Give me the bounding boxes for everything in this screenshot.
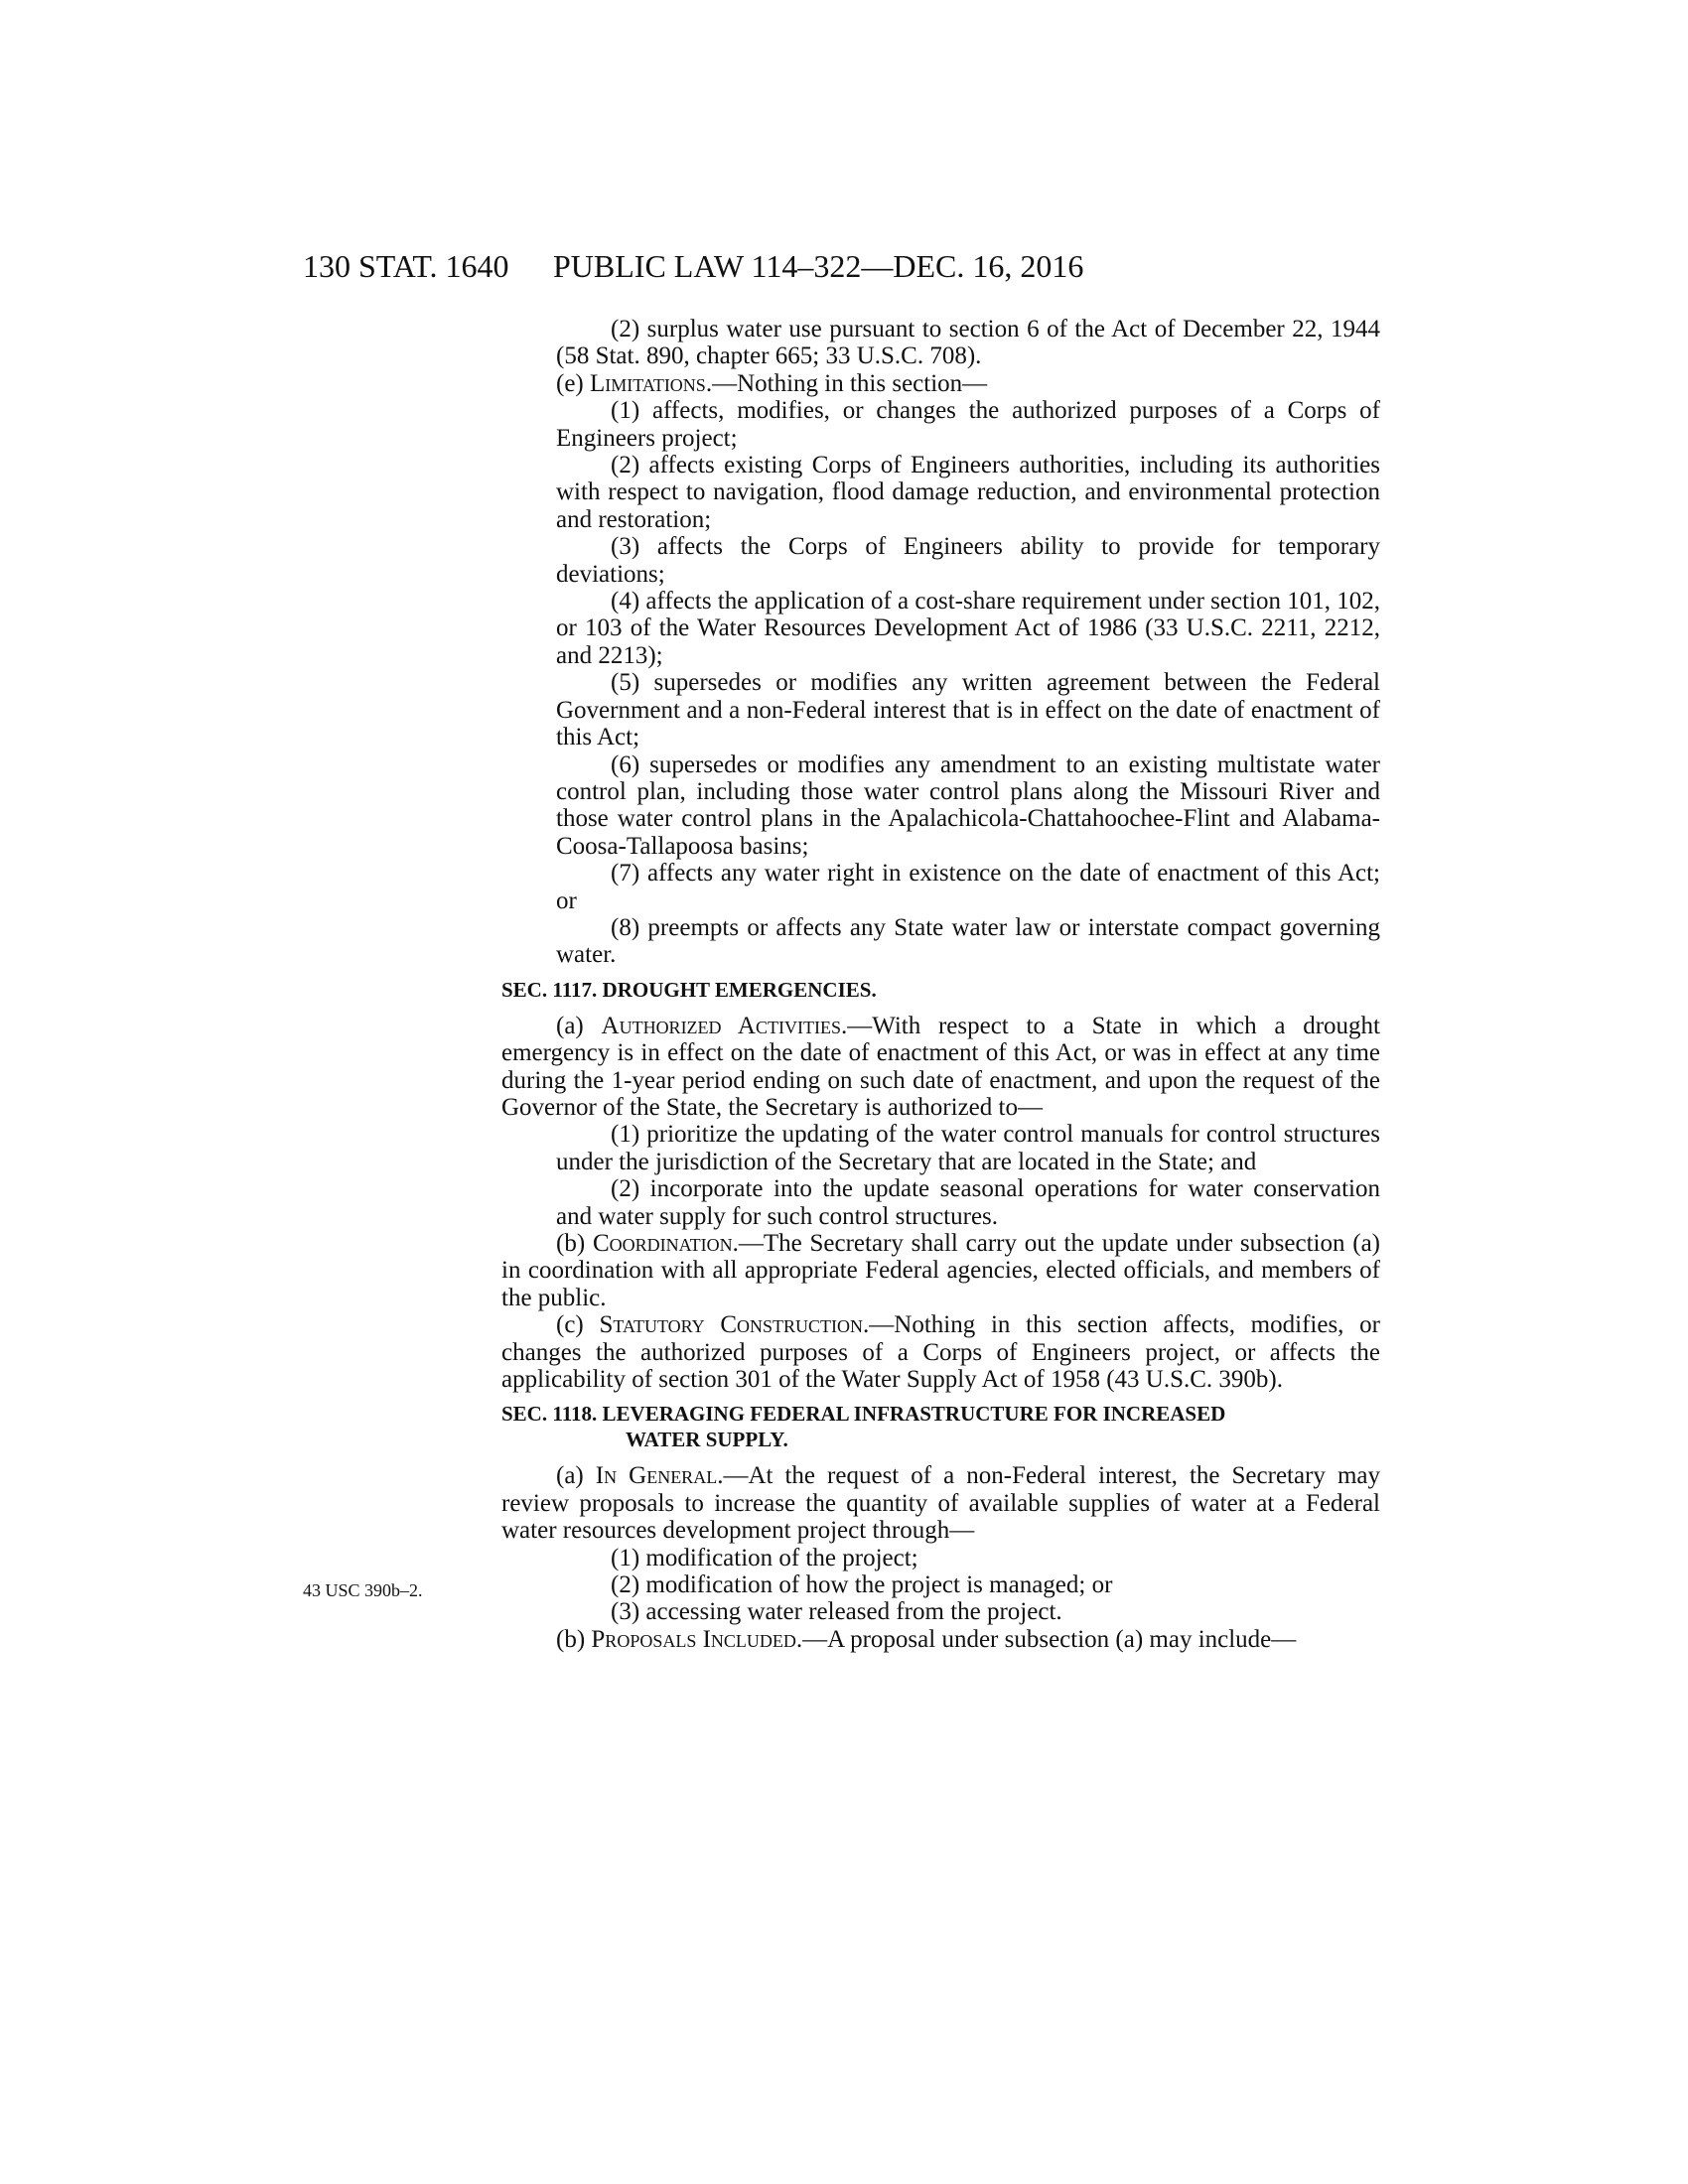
- section-1117-subsection-a: (a) Authorized Activities.—With respect to a State in which a drought emergency is in effect on the date of enactment of this Act, or was in effect at any time during the 1-year period ending on such date of enactment, and upon the request of the Governor of the State, the Secretary is authorized to—: [501, 1012, 1380, 1121]
- subsection-e: (e) Limitations.—Nothing in this section—: [556, 369, 988, 397]
- list-item: (3) affects the Corps of Engineers ability to provide for temporary deviations;: [556, 533, 1380, 588]
- list-item: (7) affects any water right in existence on the date of enactment of this Act; or: [556, 860, 1380, 914]
- section-1118-subsection-a: (a) In General.—At the request of a non-Federal interest, the Secretary may review proposals to increase the quantity of available supplies of water at a Federal water resources development project through—: [501, 1462, 1380, 1545]
- section-1117-heading: SEC. 1117. DROUGHT EMERGENCIES.: [501, 977, 877, 1002]
- list-item: (3) accessing water released from the project.: [611, 1598, 1062, 1626]
- section-1118-subsection-b: (b) Proposals Included.—A proposal under subsection (a) may include—: [556, 1625, 1297, 1653]
- margin-citation: 43 USC 390b–2.: [303, 1580, 423, 1600]
- list-item: (1) modification of the project;: [611, 1544, 918, 1571]
- list-item: (4) affects the application of a cost-share requirement under section 101, 102, or 103 of the Water Resources Development Act of 1986 (33 U.S.C. 2211, 2212, and 2213);: [556, 588, 1380, 669]
- list-item: (2) affects existing Corps of Engineers authorities, including its authorities with respect to navigation, flood damage reduction, and environmental protection and restoration;: [556, 452, 1380, 533]
- page-stat-number: 130 STAT. 1640: [303, 248, 509, 284]
- public-law-header: PUBLIC LAW 114–322—DEC. 16, 2016: [553, 248, 1084, 284]
- list-item: (8) preempts or affects any State water law or interstate compact governing water.: [556, 913, 1380, 969]
- law-text-body: [501, 316, 1380, 1653]
- section-1117-subsection-b: (b) Coordination.—The Secretary shall carry out the update under subsection (a) in coordination with all appropriate Federal agencies, elected officials, and members of the public.: [501, 1230, 1380, 1311]
- list-item: (1) affects, modifies, or changes the authorized purposes of a Corps of Engineers project;: [556, 397, 1380, 452]
- section-1117-subsection-c: (c) Statutory Construction.—Nothing in this section affects, modifies, or changes the authorized purposes of a Corps of Engineers project, or affects the applicability of section 301 of the Water Supply Act of 1958 (43 U.S.C. 390b).: [501, 1311, 1380, 1394]
- subsection-e-heading: Limitations: [590, 369, 706, 397]
- list-item: (5) supersedes or modifies any written agreement between the Federal Government and a non-Federal interest that is in effect on the date of enactment of this Act;: [556, 669, 1380, 751]
- list-item: (2) incorporate into the update seasonal operations for water conservation and water supply for such control structures.: [556, 1175, 1380, 1230]
- list-item: (6) supersedes or modifies any amendment to an existing multistate water control plan, including those water control plans along the Missouri River and those water control plans in the Apalachicola-Chattahoochee-Flint and Alabama-Coosa-Tallapoosa basins;: [556, 751, 1380, 860]
- section-1118-heading: SEC. 1118. LEVERAGING FEDERAL INFRASTRUCTURE FOR INCREASED WATER SUPPLY.: [501, 1402, 1226, 1452]
- subsection-d-item-2: (2) surplus water use pursuant to section 6 of the Act of December 22, 1944 (58 Stat. 890, chapter 665; 33 U.S.C. 708).: [556, 316, 1380, 370]
- list-item: (1) prioritize the updating of the water control manuals for control structures under the jurisdiction of the Secretary that are located in the State; and: [556, 1121, 1380, 1175]
- list-item: (2) modification of how the project is managed; or: [611, 1571, 1113, 1599]
